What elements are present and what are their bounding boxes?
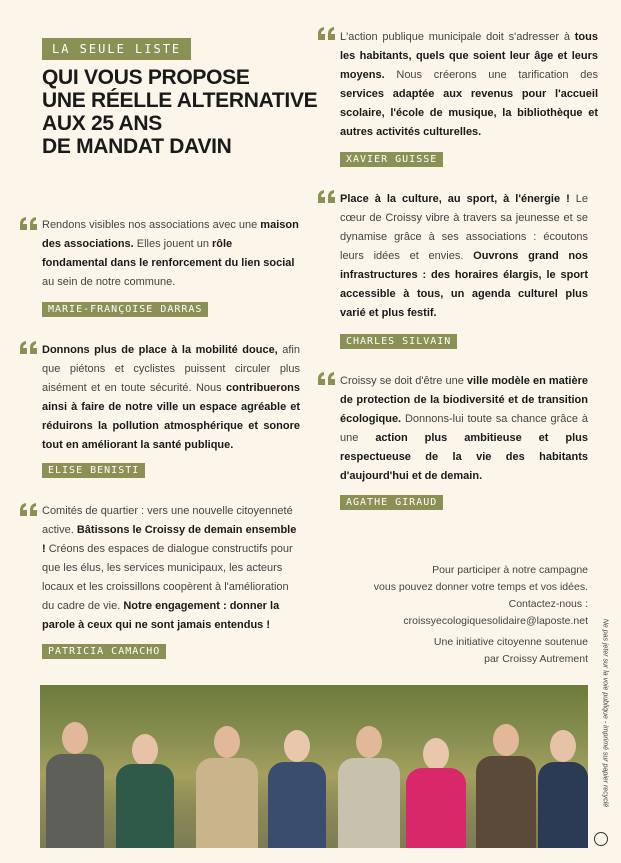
person-figure xyxy=(538,718,588,848)
page-headline xyxy=(42,66,322,158)
quote-segment: Comités de quartier : vers une nouvelle citoyenneté active. xyxy=(42,505,293,536)
quote-mark-icon xyxy=(18,340,40,356)
quote-emphasis: action plus ambitieuse et plus respectueuse de la vie des habitants d'aujourd'hui et de demain. xyxy=(340,432,588,482)
quote-segment: Le cœur de Croissy vibre à travers sa jeunesse et se dynamise grâce à ses associations : écoutons leurs idées et envies. xyxy=(340,193,588,262)
quote-text xyxy=(340,372,588,486)
quote-segment: Rendons visibles nos associations avec une xyxy=(42,219,261,231)
author-tag: XAVIER GUISSE xyxy=(340,152,443,167)
person-figure xyxy=(406,724,466,848)
quote-mark-icon xyxy=(316,189,338,205)
quote-emphasis: Donnons plus de place à la mobilité douce, xyxy=(42,344,278,356)
person-figure xyxy=(116,720,174,848)
headline-line: AUX 25 ANS xyxy=(42,112,162,135)
quote-mark-icon xyxy=(316,371,338,387)
side-note-text: Ne pas jeter sur la voie publique - imprimé sur papier recyclé xyxy=(601,618,609,808)
author-tag: AGATHE GIRAUD xyxy=(340,495,443,510)
contact-line: Contactez-nous : xyxy=(508,598,588,610)
person-figure xyxy=(268,718,326,848)
person-figure xyxy=(46,708,104,848)
quote-emphasis: contribuerons ainsi à faire de notre ville un espace agréable et réduirons la pollution atmosphérique et sonore tout en améliorant la santé publique. xyxy=(42,382,300,451)
quote-emphasis: Notre engagement : donner la parole à ceux qui ne sont jamais entendus ! xyxy=(42,600,280,631)
quote-text xyxy=(42,502,300,635)
quote-segment: Croissy se doit d'être une xyxy=(340,375,467,387)
recycle-leaf-icon xyxy=(594,832,608,846)
person-figure xyxy=(338,714,400,848)
list-tag: LA SEULE LISTE xyxy=(42,38,191,60)
quote-text xyxy=(42,216,300,292)
quote-mark-icon xyxy=(316,26,338,42)
quote-segment: Nous créerons une tarification des xyxy=(384,69,598,81)
quote-text xyxy=(340,190,588,323)
contact-line: Une initiative citoyenne soutenue xyxy=(433,636,588,648)
author-tag: PATRICIA CAMACHO xyxy=(42,644,166,659)
quote-emphasis: ville modèle en matière de protection de la biodiversité et de transition écologique. xyxy=(340,375,589,425)
headline-line: DE MANDAT DAVIN xyxy=(42,135,232,158)
contact-line: par Croissy Autrement xyxy=(484,653,588,665)
quote-emphasis: tous les habitants, quels que soient leur âge et leurs moyens. xyxy=(340,31,598,81)
quote-mark-icon xyxy=(18,216,40,232)
quote-segment: afin que piétons et cyclistes puissent circuler plus aisément et en toute sécurité. Nous xyxy=(42,344,300,394)
quote-segment: au sein de notre commune. xyxy=(42,276,176,288)
quote-text xyxy=(340,28,598,142)
quote-segment: Créons des espaces de dialogue constructifs pour que les élus, les services municipaux, les acteurs locaux et les croissillons coopèrent à l'amélioration du cadre de vie. xyxy=(42,543,293,612)
quote-emphasis: maison des associations. xyxy=(42,219,299,250)
author-tag: ELISE BENISTI xyxy=(42,463,145,478)
contact-line: Pour participer à notre campagne xyxy=(432,564,588,576)
quote-segment: Donnons-lui toute sa chance grâce à une xyxy=(340,413,588,444)
quote-segment: L'action publique municipale doit s'adresser à xyxy=(340,31,575,43)
quote-emphasis: services adaptée aux revenus pour l'accueil scolaire, l'école de musique, la bibliothèque et autres activités culturelles. xyxy=(340,88,598,138)
quote-emphasis: rôle fondamental dans le renforcement du lien social xyxy=(42,238,295,269)
headline-line: UNE RÉELLE ALTERNATIVE xyxy=(42,89,318,112)
contact-block xyxy=(328,562,588,668)
headline-line: QUI VOUS PROPOSE xyxy=(42,66,250,89)
person-figure xyxy=(196,714,258,848)
quote-text xyxy=(42,341,300,455)
quote-emphasis: Bâtissons le Croissy de demain ensemble ! xyxy=(42,524,297,555)
quote-segment: Elles jouent un xyxy=(133,238,212,250)
contact-line: vous pouvez donner votre temps et vos idées. xyxy=(373,581,588,593)
quote-emphasis: Ouvrons grand nos infrastructures : des horaires élargis, le sport accessible à tous, un agenda culturel plus varié et plus festif. xyxy=(340,250,588,319)
author-tag: CHARLES SILVAIN xyxy=(340,334,457,349)
contact-email[interactable]: croissyecologiquesolidaire@laposte.net xyxy=(403,615,588,627)
side-note xyxy=(599,583,611,843)
author-tag: MARIE-FRANÇOISE DARRAS xyxy=(42,302,208,317)
quote-emphasis: Place à la culture, au sport, à l'énergie ! xyxy=(340,193,570,205)
quote-mark-icon xyxy=(18,502,40,518)
person-figure xyxy=(476,712,536,848)
group-photo xyxy=(40,685,588,848)
